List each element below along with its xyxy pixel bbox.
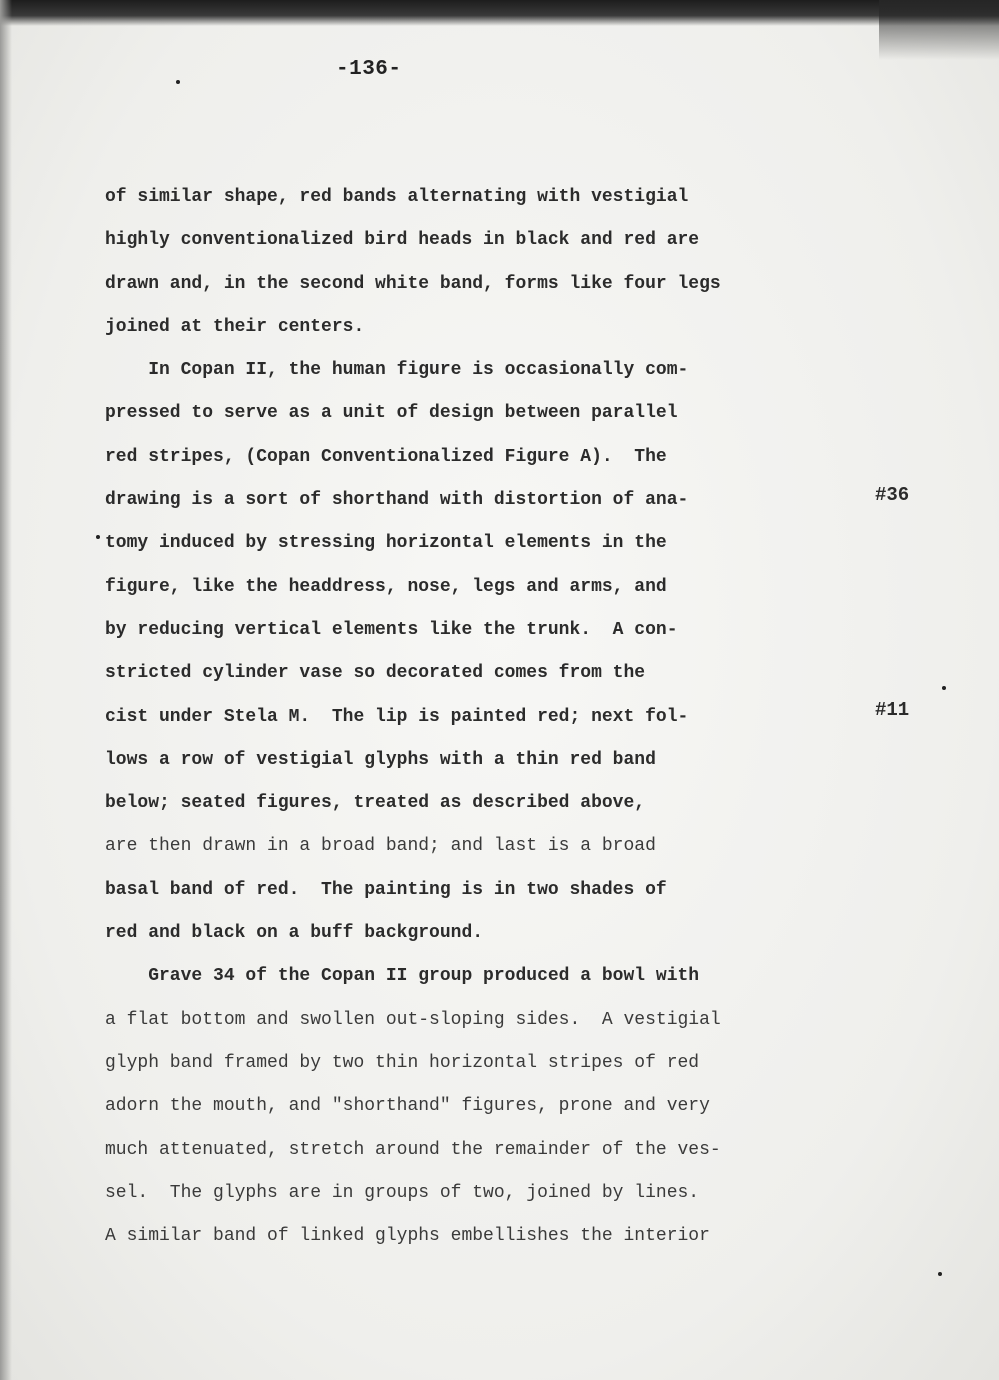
text-line: by reducing vertical elements like the trunk. A con- [105, 619, 678, 640]
text-line: Grave 34 of the Copan II group produced a bowl with [105, 966, 700, 987]
page-number: -136- [336, 58, 402, 81]
text-line: drawing is a sort of shorthand with distortion of ana- [105, 490, 689, 511]
text-line: adorn the mouth, and "shorthand" figures, prone and very [105, 1096, 710, 1117]
scan-speck [942, 686, 946, 690]
scan-edge-top-right [879, 0, 999, 60]
text-line: of similar shape, red bands alternating with vestigial [105, 187, 689, 207]
text-line: red stripes, (Copan Conventionalized Figure A). The [105, 446, 667, 467]
text-line: In Copan II, the human figure is occasionally com- [105, 360, 689, 381]
text-line: a flat bottom and swollen out-sloping sides. A vestigial [105, 1009, 721, 1030]
text-line: joined at their centers. [105, 316, 365, 337]
text-line: glyph band framed by two thin horizontal stripes of red [105, 1052, 700, 1073]
scan-speck [938, 1272, 942, 1276]
text-line: much attenuated, stretch around the remainder of the ves- [105, 1139, 721, 1160]
text-line: figure, like the headdress, nose, legs and arms, and [105, 576, 667, 597]
scan-edge-top [0, 0, 999, 26]
text-line: tomy induced by stressing horizontal elements in the [105, 533, 667, 554]
text-line: cist under Stela M. The lip is painted red; next fol- [105, 706, 689, 727]
scan-speck [176, 80, 180, 84]
scan-speck [96, 535, 100, 539]
body-text [105, 176, 865, 1258]
text-line: drawn and, in the second white band, forms like four legs [105, 273, 721, 294]
margin-note-figure-36: #36 [875, 484, 910, 506]
text-line: sel. The glyphs are in groups of two, joined by lines. [105, 1182, 700, 1203]
text-line: are then drawn in a broad band; and last is a broad [105, 836, 656, 857]
text-line: lows a row of vestigial glyphs with a thin red band [105, 749, 656, 770]
text-line: stricted cylinder vase so decorated comes from the [105, 663, 646, 684]
text-line: highly conventionalized bird heads in black and red are [105, 230, 700, 251]
text-line: basal band of red. The painting is in two shades of [105, 879, 667, 900]
text-line: below; seated figures, treated as described above, [105, 793, 646, 814]
text-line: red and black on a buff background. [105, 923, 484, 944]
scan-edge-left [0, 0, 12, 1380]
margin-note-figure-11: #11 [875, 699, 910, 721]
text-line: pressed to serve as a unit of design between parallel [105, 403, 678, 424]
text-line: A similar band of linked glyphs embellishes the interior [105, 1226, 710, 1247]
